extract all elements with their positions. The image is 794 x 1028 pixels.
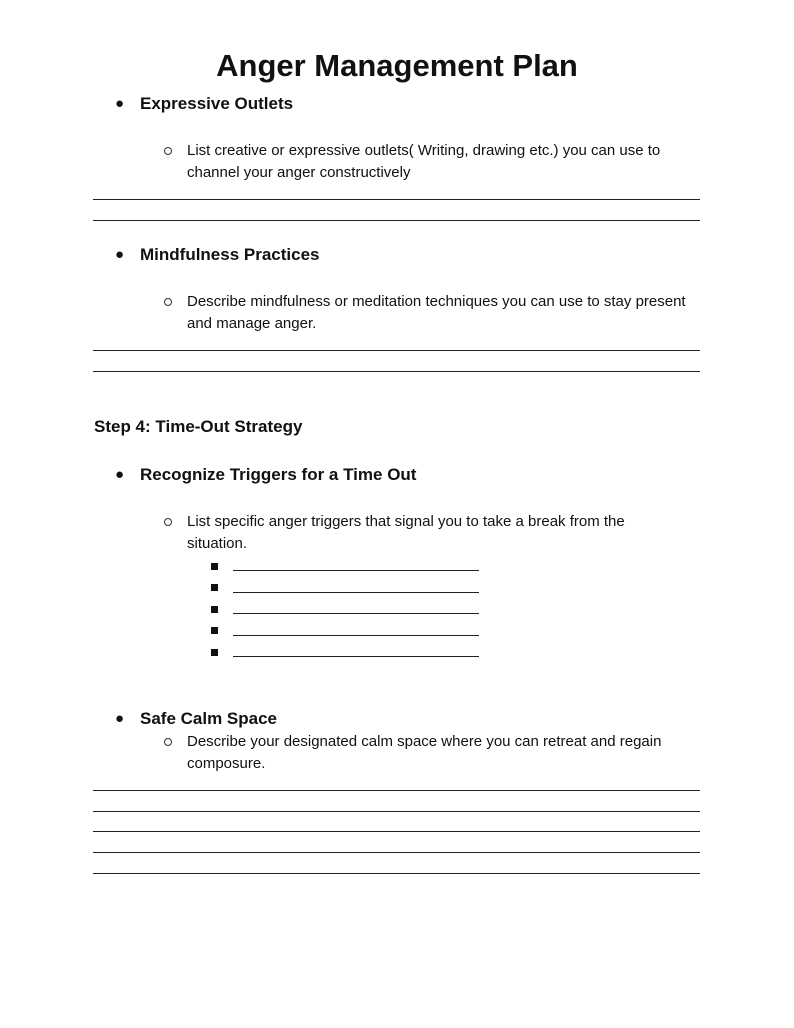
- bullet-icon: ●: [115, 246, 125, 263]
- answer-line[interactable]: [93, 811, 700, 812]
- hollow-bullet-icon: [164, 518, 172, 526]
- trigger-blank-line[interactable]: [233, 656, 479, 657]
- trigger-blank-line[interactable]: [233, 635, 479, 636]
- answer-line[interactable]: [93, 873, 700, 874]
- bullet-icon: ●: [115, 95, 125, 112]
- hollow-bullet-icon: [164, 738, 172, 746]
- answer-line[interactable]: [93, 220, 700, 221]
- answer-line[interactable]: [93, 350, 700, 351]
- answer-line[interactable]: [93, 852, 700, 853]
- mindfulness-practices-heading: Mindfulness Practices: [140, 245, 320, 264]
- answer-line[interactable]: [93, 199, 700, 200]
- recognize-triggers-prompt: List specific anger triggers that signal you to take a break from the situation.: [187, 513, 625, 552]
- expressive-outlets-heading: Expressive Outlets: [140, 94, 294, 113]
- safe-calm-space-heading: Safe Calm Space: [140, 709, 278, 728]
- bullet-icon: ●: [115, 466, 125, 483]
- expressive-outlets-prompt: List creative or expressive outlets( Writing, drawing etc.) you can use to channel your anger constructively: [187, 142, 661, 181]
- page-title: Anger Management Plan: [216, 48, 578, 83]
- recognize-triggers-heading: Recognize Triggers for a Time Out: [140, 465, 417, 484]
- square-bullet-icon: [211, 627, 218, 634]
- answer-line[interactable]: [93, 831, 700, 832]
- hollow-bullet-icon: [164, 298, 172, 306]
- square-bullet-icon: [211, 606, 218, 613]
- mindfulness-practices-prompt: Describe mindfulness or meditation techniques you can use to stay present and manage anger.: [187, 293, 686, 332]
- square-bullet-icon: [211, 584, 218, 591]
- trigger-blank-line[interactable]: [233, 592, 479, 593]
- safe-calm-space-prompt: Describe your designated calm space where you can retreat and regain composure.: [187, 733, 662, 772]
- answer-line[interactable]: [93, 790, 700, 791]
- trigger-blank-line[interactable]: [233, 570, 479, 571]
- trigger-blank-line[interactable]: [233, 613, 479, 614]
- square-bullet-icon: [211, 649, 218, 656]
- step-4-heading: Step 4: Time-Out Strategy: [94, 417, 303, 436]
- hollow-bullet-icon: [164, 147, 172, 155]
- bullet-icon: ●: [115, 710, 125, 727]
- square-bullet-icon: [211, 563, 218, 570]
- answer-line[interactable]: [93, 371, 700, 372]
